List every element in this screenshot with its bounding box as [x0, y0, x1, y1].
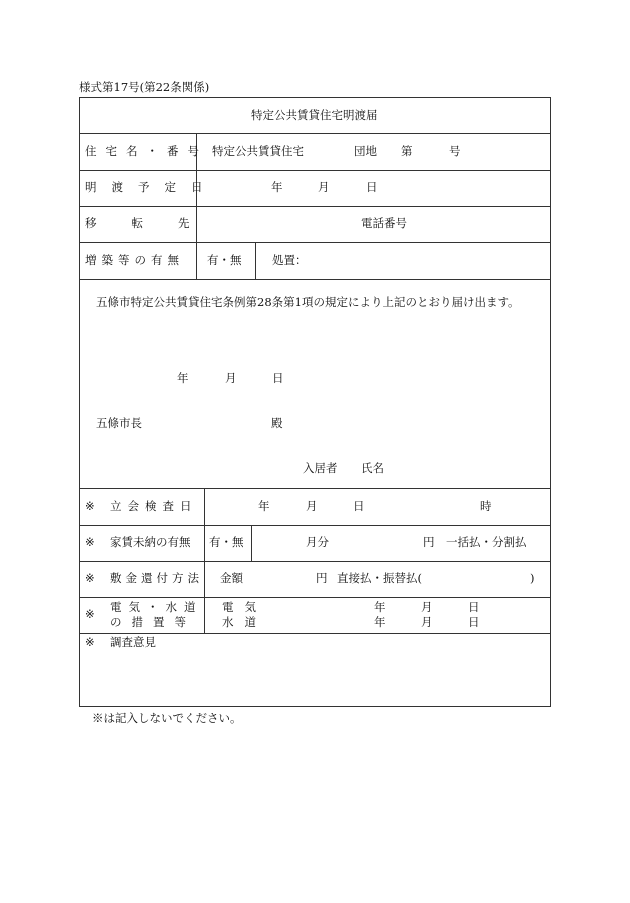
- inspection-month: 月: [306, 499, 318, 513]
- declaration-day: 日: [272, 371, 284, 385]
- office-mark: ※: [85, 635, 95, 649]
- date-day: 日: [366, 180, 378, 194]
- utility-water: 水道: [222, 615, 267, 629]
- rent-label: 家賃未納の有無: [110, 535, 191, 549]
- housing-go: 号: [449, 144, 461, 158]
- form-title: 特定公共賃貸住宅明渡届: [251, 108, 378, 122]
- inspection-hour: 時: [480, 499, 492, 513]
- resident-label: 入居者: [303, 461, 338, 475]
- deposit-yen: 円: [316, 571, 328, 585]
- utility-water-year: 年: [374, 615, 386, 629]
- utility-electric: 電気: [222, 600, 267, 614]
- declaration-year: 年: [177, 371, 189, 385]
- housing-value: 特定公共賃貸住宅: [212, 144, 304, 158]
- form-reference: 様式第17号(第22条関係): [79, 80, 210, 94]
- utility-water-day: 日: [468, 615, 480, 629]
- housing-danchi: 団地: [354, 144, 377, 158]
- inspection-year: 年: [258, 499, 270, 513]
- office-mark: ※: [85, 499, 95, 513]
- extension-label: 増築等の有無: [85, 253, 184, 267]
- rent-yen: 円: [423, 535, 435, 549]
- extension-choice: 有・無: [207, 253, 242, 267]
- rule: [79, 242, 551, 243]
- housing-dai: 第: [401, 144, 413, 158]
- rule: [79, 488, 551, 489]
- utility-electric-day: 日: [468, 600, 480, 614]
- move-label: 移転先: [85, 216, 225, 230]
- utility-water-month: 月: [421, 615, 433, 629]
- rule: [79, 279, 551, 280]
- survey-label: 調査意見: [110, 635, 156, 649]
- utility-label-2: の措置等: [110, 615, 196, 629]
- name-label: 氏名: [361, 461, 384, 475]
- office-mark: ※: [85, 535, 95, 549]
- date-label: 明渡予定日: [85, 180, 218, 194]
- addressee: 五條市長: [96, 416, 142, 430]
- deposit-method: 直接払・振替払(: [337, 571, 422, 585]
- move-phone-label: 電話番号: [361, 216, 407, 230]
- rule: [79, 633, 551, 634]
- rule: [79, 206, 551, 207]
- declaration-statement: 五條市特定公共賃貸住宅条例第28条第1項の規定により上記のとおり届け出ます。: [96, 295, 520, 309]
- housing-label: 住宅名・番号: [85, 144, 208, 158]
- inspection-day: 日: [353, 499, 365, 513]
- rule: [79, 525, 551, 526]
- rule: [251, 525, 252, 561]
- deposit-amount-label: 金額: [220, 571, 243, 585]
- rule: [79, 561, 551, 562]
- rent-choice: 有・無: [209, 535, 244, 549]
- rule: [79, 170, 551, 171]
- deposit-label: 敷金還付方法: [110, 571, 203, 585]
- office-mark: ※: [85, 607, 95, 621]
- rule: [79, 133, 551, 134]
- rule: [255, 242, 256, 279]
- rule: [204, 488, 205, 633]
- honorific: 殿: [271, 416, 283, 430]
- rent-month: 月分: [306, 535, 329, 549]
- declaration-month: 月: [225, 371, 237, 385]
- rule: [79, 597, 551, 598]
- extension-disposal: 処置：: [272, 253, 307, 267]
- inspection-label: 立会検査日: [110, 499, 198, 513]
- date-month: 月: [318, 180, 330, 194]
- rent-payment: 一括払・分割払: [446, 535, 527, 549]
- utility-electric-month: 月: [421, 600, 433, 614]
- office-mark: ※: [85, 571, 95, 585]
- deposit-close: ): [530, 571, 535, 585]
- date-year: 年: [271, 180, 283, 194]
- footnote: ※は記入しないでください。: [92, 711, 242, 725]
- utility-electric-year: 年: [374, 600, 386, 614]
- utility-label-1: 電気・水道: [110, 600, 203, 614]
